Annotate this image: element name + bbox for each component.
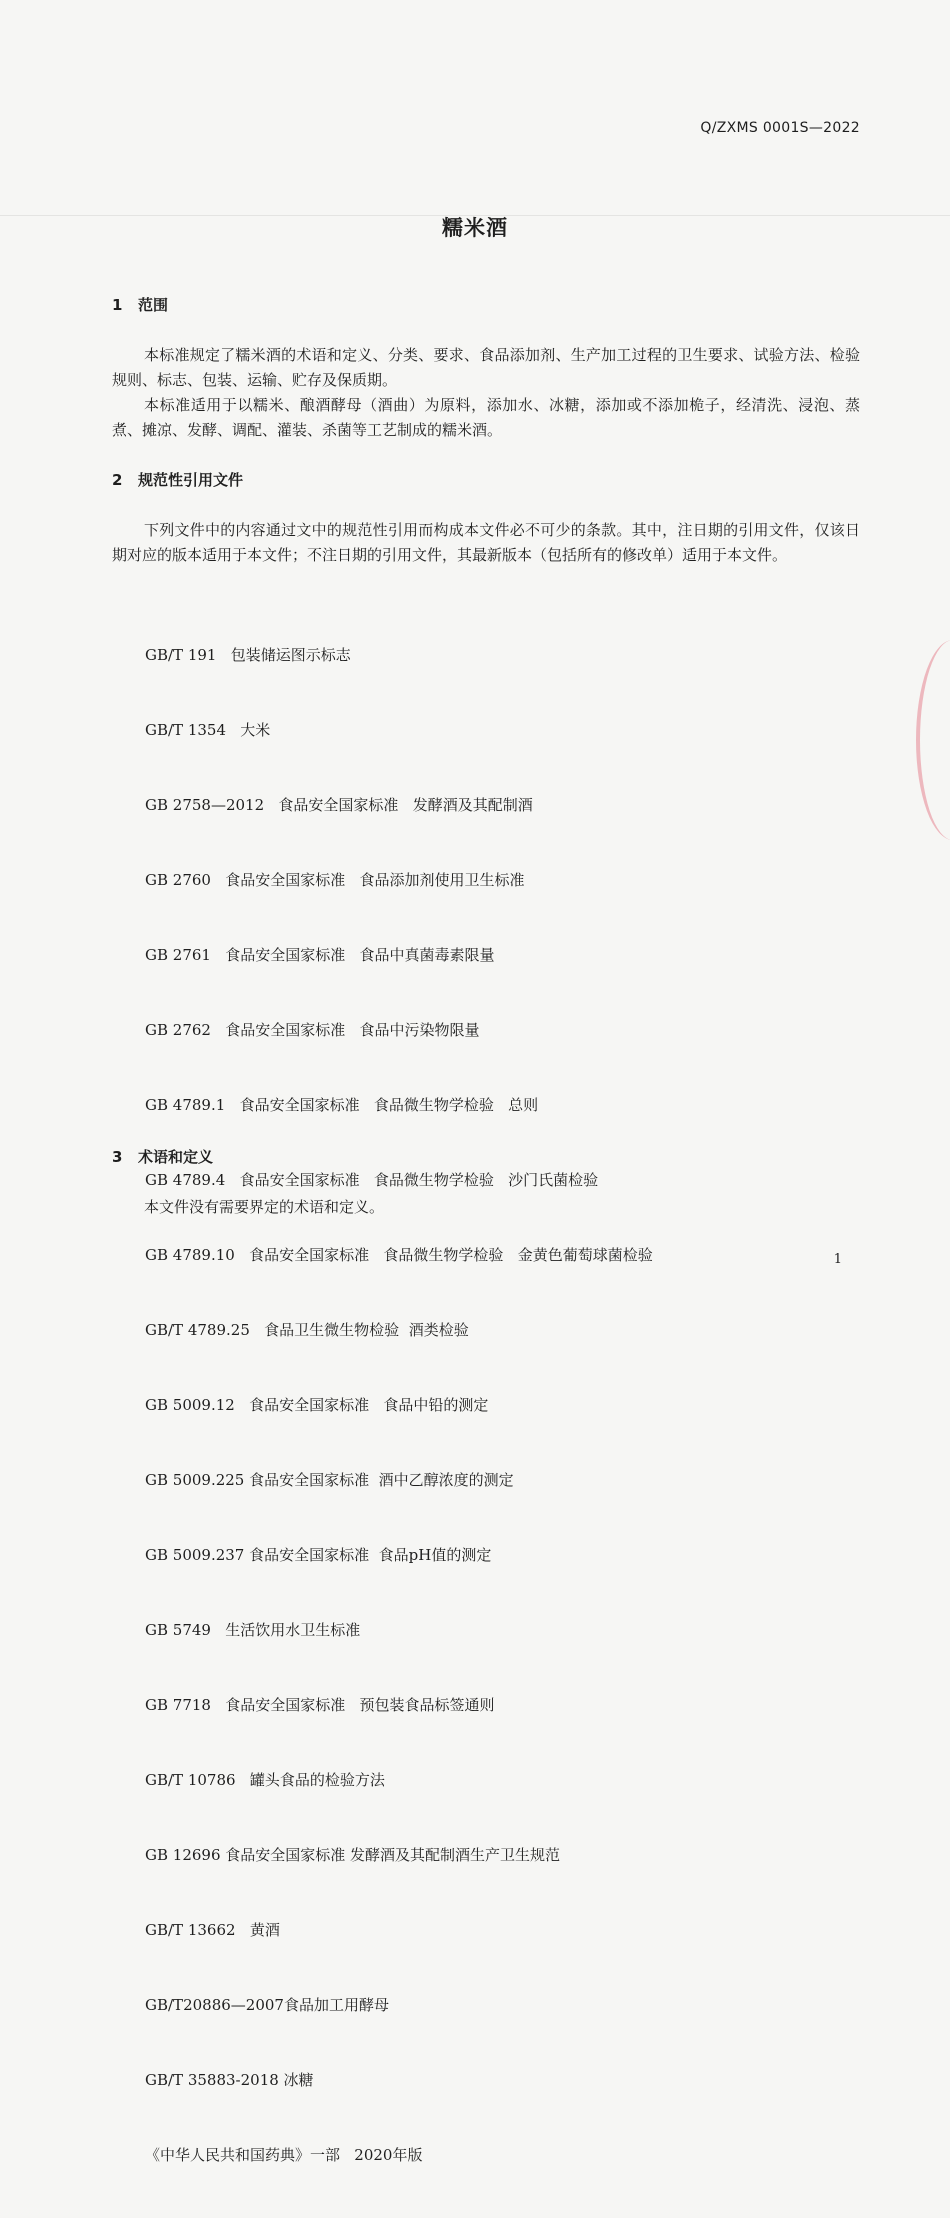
reference-item: GB 4789.10 食品安全国家标准 食品微生物学检验 金黄色葡萄球菌检验	[145, 1246, 653, 1264]
reference-item: GB 5009.225 食品安全国家标准 酒中乙醇浓度的测定	[145, 1471, 514, 1489]
reference-item: GB/T 191 包装储运图示标志	[145, 646, 351, 664]
paragraph: 本标准规定了糯米酒的术语和定义、分类、要求、食品添加剂、生产加工过程的卫生要求、试验方法、检验规则、标志、包装、运输、贮存及保质期。	[112, 346, 860, 389]
reference-item: 《中华人民共和国药典》一部 2020年版	[145, 2146, 423, 2164]
paragraph: 本文件没有需要界定的术语和定义。	[144, 1198, 385, 1216]
reference-list	[145, 593, 653, 2218]
reference-item: GB 5749 生活饮用水卫生标准	[145, 1621, 361, 1639]
section-number: 1	[112, 296, 123, 314]
page-number: 1	[833, 1252, 842, 1267]
section-title: 术语和定义	[138, 1148, 214, 1166]
seal-stamp	[916, 640, 950, 840]
section-number: 3	[112, 1148, 123, 1166]
section-number: 2	[112, 471, 123, 489]
reference-item: GB 12696 食品安全国家标准 发酵酒及其配制酒生产卫生规范	[145, 1846, 561, 1864]
paragraph: 下列文件中的内容通过文中的规范性引用而构成本文件必不可少的条款。其中，注日期的引用文件，仅该日期对应的版本适用于本文件；不注日期的引用文件，其最新版本（包括所有的修改单）适用于本文件。	[112, 521, 860, 564]
section-title: 范围	[138, 296, 169, 314]
reference-item: GB 4789.4 食品安全国家标准 食品微生物学检验 沙门氏菌检验	[145, 1171, 599, 1189]
section-title: 规范性引用文件	[138, 471, 244, 489]
page-title: 糯米酒	[442, 216, 508, 240]
reference-item: GB 5009.237 食品安全国家标准 食品pH值的测定	[145, 1546, 492, 1564]
reference-item: GB/T 4789.25 食品卫生微生物检验 酒类检验	[145, 1321, 469, 1339]
section-3-heading	[112, 1146, 213, 1167]
reference-item: GB/T 13662 黄酒	[145, 1921, 280, 1939]
reference-item: GB 2762 食品安全国家标准 食品中污染物限量	[145, 1021, 480, 1039]
section-1-heading	[112, 294, 168, 315]
reference-item: GB 2758—2012 食品安全国家标准 发酵酒及其配制酒	[145, 796, 533, 814]
reference-item: GB 2761 食品安全国家标准 食品中真菌毒素限量	[145, 946, 495, 964]
reference-item: GB/T 1354 大米	[145, 721, 271, 739]
document-code: Q/ZXMS 0001S—2022	[700, 120, 860, 136]
reference-item: GB/T 35883-2018 冰糖	[145, 2071, 314, 2089]
paragraph: 本标准适用于以糯米、酿酒酵母（酒曲）为原料，添加水、冰糖，添加或不添加桅子，经清洗、浸泡、蒸煮、摊凉、发酵、调配、灌装、杀菌等工艺制成的糯米酒。	[112, 396, 860, 439]
reference-item: GB 2760 食品安全国家标准 食品添加剂使用卫生标准	[145, 871, 525, 889]
reference-item: GB 7718 食品安全国家标准 预包装食品标签通则	[145, 1696, 495, 1714]
section-2-heading	[112, 469, 243, 490]
reference-item: GB 5009.12 食品安全国家标准 食品中铅的测定	[145, 1396, 489, 1414]
reference-item: GB/T 10786 罐头食品的检验方法	[145, 1771, 385, 1789]
reference-item: GB 4789.1 食品安全国家标准 食品微生物学检验 总则	[145, 1096, 539, 1114]
reference-item: GB/T20886—2007食品加工用酵母	[145, 1996, 389, 2014]
